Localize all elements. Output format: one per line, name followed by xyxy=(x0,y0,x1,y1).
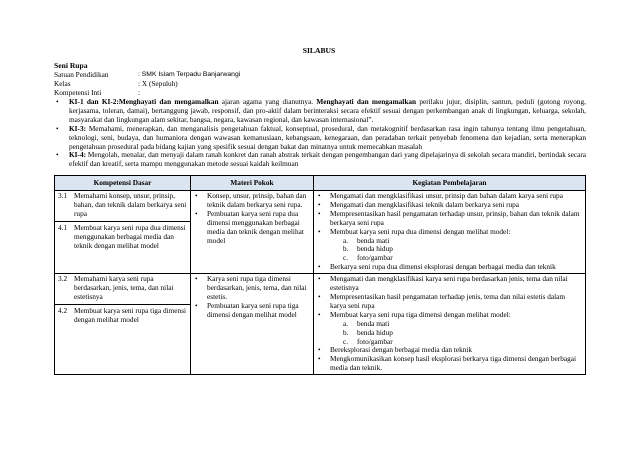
bullet-icon: • xyxy=(195,300,198,310)
bullet-icon: • xyxy=(318,191,321,200)
meta-block xyxy=(54,71,240,98)
list-item xyxy=(194,210,310,246)
document-title: SILABUS xyxy=(302,46,336,55)
kegiatan-text: Membuat karya seni rupa dua dimensi dengan melihat model: xyxy=(330,226,511,236)
bullet-icon: • xyxy=(56,97,59,106)
kegiatan-text: Berkarya seni rupa dua dimensi eksplorasi dengan berbagai media dan teknik xyxy=(330,262,556,272)
kegiatan-text: Mengamati dan mengklasifikasi unsur, prinsip dan bahan dalam karya seni rupa xyxy=(330,191,563,200)
meta-value: : X (Sepuluh) xyxy=(138,79,178,88)
kegiatan-text: Bereksplorasi dengan berbagai media dan teknik xyxy=(330,345,473,355)
kompetensi-dasar-cell xyxy=(55,191,191,274)
ki-text: Memahami, menerapkan, dan menganalisis pengetahuan faktual, konseptual, prosedural, dan metakognitif berdasarkan rasa ingin tahunya tentang ilmu pengetahuan, teknologi, seni, budaya, dan humaniora dengan wawasan kemanusiaan, kebangsaan, kenegaraan, dan peradaban terkait penyebab fenomena dan kejadian, serta menerapkan pengetahuan prosedural pada bidang kajian yang spesifik sesuai dengan bakat dan minatnya untuk memecahkan masalah xyxy=(69,123,586,151)
sub-item-letter: b. xyxy=(343,244,349,254)
materi-pokok-cell xyxy=(191,274,314,375)
list-item xyxy=(317,263,582,272)
materi-list xyxy=(194,192,310,245)
sub-list xyxy=(330,237,582,264)
list-item xyxy=(317,228,582,264)
materi-text: Pembuatan karya seni rupa tiga dimensi dengan melihat model xyxy=(207,300,299,319)
column-header-kegiatan-pembelajaran: Kegiatan Pembelajaran xyxy=(314,176,586,191)
ki-item xyxy=(54,125,586,152)
bullet-icon: • xyxy=(318,262,321,272)
sub-item-letter: c. xyxy=(343,336,349,346)
kegiatan-list xyxy=(317,275,582,373)
kegiatan-cell xyxy=(314,274,586,375)
kegiatan-text: Mengamati dan mengklasifikasi teknik dalam berkarya seni rupa xyxy=(330,199,520,209)
materi-text: Karya seni rupa tiga dimensi berdasarkan, jenis, tema, dan nilai estetis. xyxy=(207,274,307,301)
kegiatan-text: Mengkomunikasikan konsep hasil eksplorasi berkarya tiga dimensi dengan berbagai media dan teknik. xyxy=(330,354,577,373)
bullet-icon: • xyxy=(195,208,198,218)
meta-label: Satuan Pendidikan xyxy=(54,70,109,79)
ki-item xyxy=(54,151,586,169)
kompetensi-inti-list xyxy=(54,98,586,169)
list-item xyxy=(317,311,582,347)
ki-label-2: Menghayati dan mengamalkan xyxy=(316,97,417,106)
list-item xyxy=(317,293,582,311)
list-item xyxy=(194,275,310,302)
ki-text: ajaran agama yang dianutnya. xyxy=(218,97,317,106)
bullet-icon: • xyxy=(318,309,321,319)
column-header-materi-pokok: Materi Pokok xyxy=(191,176,314,191)
sub-item-text: foto/gambar xyxy=(357,336,393,346)
meta-label: Kelas xyxy=(54,79,71,88)
column-header-kompetensi-dasar: Kompetensi Dasar xyxy=(55,176,191,191)
kd-text: Memahami konsep, unsur, prinsip, bahan, dan teknik dalam berkarya seni rupa xyxy=(74,191,187,218)
kd-item xyxy=(58,275,187,302)
bullet-icon: • xyxy=(318,199,321,209)
ki-item xyxy=(54,98,586,125)
syllabus-table xyxy=(54,175,586,375)
bullet-icon: • xyxy=(318,345,321,355)
bullet-icon: • xyxy=(318,354,321,364)
table-row xyxy=(55,274,586,375)
sub-item-text: foto/gambar xyxy=(357,253,393,263)
ki-text-2: perilaku jujur, disiplin, santun, peduli (gotong royong, kerjasama, toleran, damai), bertanggung jawab, responsif, dan pro-aktif dalam berinteraksi secara efektif sesuai dengan perkembangan anak di lingkungan, keluarga, sekolah, masyarakat dan lingkungan alam sekitar, bangsa, negara, kawasan regional, dan kawasan internasional”. xyxy=(69,97,586,124)
kegiatan-cell xyxy=(314,191,586,274)
sub-item-text: benda hidup xyxy=(357,327,393,337)
list-item xyxy=(317,275,582,293)
sub-item-letter: a. xyxy=(343,318,349,328)
ki-label: KI-3: xyxy=(69,123,87,133)
bullet-icon: • xyxy=(318,274,321,284)
materi-pokok-cell xyxy=(191,191,314,274)
meta-label: Kompetensi Inti xyxy=(54,88,102,97)
kegiatan-text: Membuat karya seni rupa tiga dimensi dengan melihat model: xyxy=(330,309,511,319)
sub-item-letter: a. xyxy=(343,235,349,245)
ki-label: KI-1 dan KI-2:Menghayati dan mengamalkan xyxy=(69,97,219,106)
kd-text: Membuat karya seni rupa dua dimensi menggunakan berbagai media dan teknik dengan melihat model xyxy=(74,222,186,250)
bullet-icon: • xyxy=(318,208,321,218)
list-item xyxy=(317,355,582,373)
kegiatan-text: Mempresentasikan hasil pengamatan terhadap jenis, tema dan nilai estetis dalam karya seni rupa xyxy=(330,291,566,310)
sub-item-text: benda mati xyxy=(357,235,390,245)
kegiatan-text: Mengamati dan mengklasifikasi karya seni rupa berdasarkan jenis, tema dan nilai estetisnya xyxy=(330,274,568,293)
kd-item xyxy=(58,192,187,219)
divider xyxy=(55,221,190,222)
kd-number: 3.1 xyxy=(58,191,68,200)
sub-list xyxy=(330,320,582,347)
bullet-icon: • xyxy=(318,226,321,236)
sub-item-text: benda mati xyxy=(357,318,390,328)
kd-number: 4.2 xyxy=(58,305,68,315)
kd-item xyxy=(58,307,187,325)
subject-heading: Seni Rupa xyxy=(54,61,88,70)
bullet-icon: • xyxy=(56,123,59,133)
bullet-icon: • xyxy=(195,191,198,200)
list-item xyxy=(317,210,582,228)
sub-item-letter: b. xyxy=(343,327,349,337)
list-item xyxy=(194,302,310,320)
sub-item-text: benda hidup xyxy=(357,244,393,254)
kegiatan-list xyxy=(317,192,582,272)
table-row xyxy=(55,191,586,274)
list-item xyxy=(194,192,310,210)
kd-text: Memahami karya seni rupa berdasarkan, jenis, tema, dan nilai estetisnya xyxy=(74,274,174,301)
meta-value: : xyxy=(138,88,141,97)
kompetensi-dasar-cell xyxy=(55,274,191,375)
kd-number: 3.2 xyxy=(58,274,68,284)
ki-text: Mengolah, menalar, dan menyaji dalam ranah konkret dan ranah abstrak terkait dengan pengembangan dari yang dipelajarinya di sekolah secara mandiri, bertindak secara efektif dan kreatif, serta mampu menggunakan metode sesuai kaidah keilmuan xyxy=(69,150,586,169)
meta-value: : SMK Islam Terpadu Banjarwangi xyxy=(138,71,241,78)
table-header-row xyxy=(55,176,586,191)
divider xyxy=(55,304,190,305)
kd-item xyxy=(58,224,187,251)
kd-text: Membuat karya seni rupa tiga dimensi dengan melihat model xyxy=(74,305,187,324)
bullet-icon: • xyxy=(318,291,321,301)
materi-text: Konsep, unsur, prinsip, bahan dan teknik dalam berkarya seni rupa. xyxy=(207,191,307,209)
sub-item-letter: c. xyxy=(343,253,349,263)
kegiatan-text: Mempresentasikan hasil pengamatan terhadap unsur, prinsip, bahan dan teknik dalam berkarya seni rupa xyxy=(330,208,580,227)
kd-number: 4.1 xyxy=(58,222,68,232)
bullet-icon: • xyxy=(195,274,198,284)
materi-text: Pembuatan karya seni rupa dua dimensi menggunakan berbagai media dan teknik dengan melihat model xyxy=(207,208,304,245)
ki-label: KI-4: xyxy=(69,150,87,160)
bullet-icon: • xyxy=(56,150,59,160)
materi-list xyxy=(194,275,310,320)
